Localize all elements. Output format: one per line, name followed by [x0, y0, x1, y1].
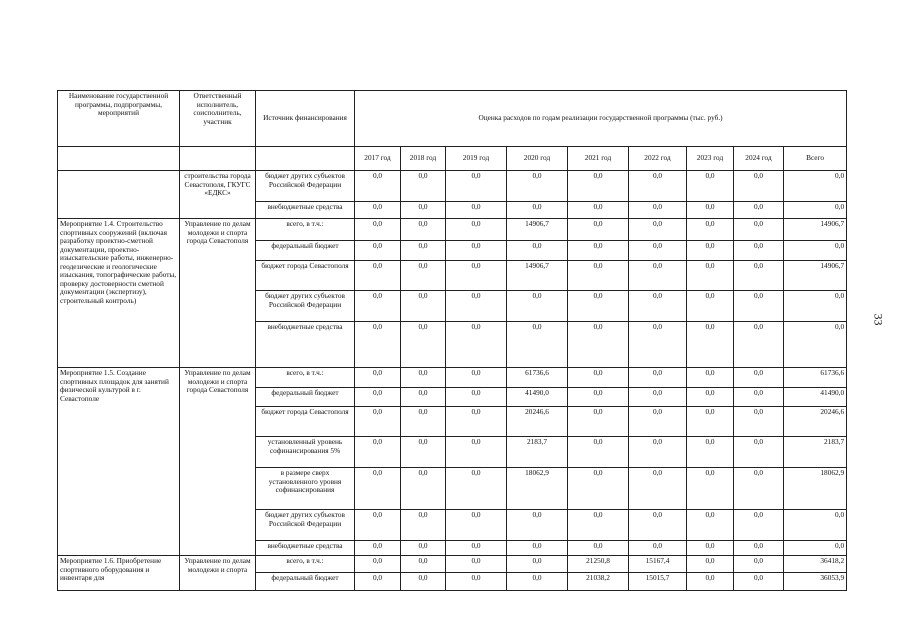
activity-name: Мероприятие 1.4. Строительство спортивных сооружений (включая разработку проектно-сметной документации, проектно-изыскательские работы, инженерно-геодезические и геологические изыскания, топографические работы, проверку достоверности сметной документации (экспертизу), строительный контроль) [58, 219, 180, 368]
funding-source: установленный уровень софинансирования 5% [256, 437, 355, 468]
year-value: 0,0 [629, 437, 687, 468]
header-name: Наименование государственной программы, подпрограммы, мероприятий [58, 91, 180, 147]
year-total: Всего [784, 147, 847, 171]
total-value: 36053,9 [784, 573, 847, 591]
responsible-executor: строительства города Севастополя, ГКУГС «ЕДКС» [180, 171, 256, 219]
funding-source: бюджет города Севастополя [256, 261, 355, 291]
year-value: 14906,7 [507, 261, 568, 291]
table-row [58, 368, 847, 388]
year-value: 0,0 [355, 541, 401, 556]
year-value: 0,0 [507, 202, 568, 219]
year-value: 0,0 [401, 291, 446, 322]
year-value: 0,0 [629, 261, 687, 291]
table-row [58, 556, 847, 573]
year-value: 0,0 [507, 556, 568, 573]
year-value: 0,0 [568, 541, 629, 556]
year-value: 0,0 [446, 573, 507, 591]
funding-source: всего, в т.ч.: [256, 556, 355, 573]
year-value: 0,0 [687, 291, 734, 322]
total-value: 61736,6 [784, 368, 847, 388]
year-value: 0,0 [401, 202, 446, 219]
activity-name: Мероприятие 1.5. Создание спортивных площадок для занятий физической культурой в г. Севастополе [58, 368, 180, 556]
total-value: 36418,2 [784, 556, 847, 573]
responsible-executor: Управление по делам молодежи и спорта [180, 556, 256, 591]
year-value: 0,0 [687, 437, 734, 468]
year-value: 0,0 [355, 407, 401, 437]
year-value: 0,0 [568, 261, 629, 291]
year-value: 0,0 [629, 241, 687, 261]
year-value: 0,0 [629, 407, 687, 437]
year-2022: 2022 год [629, 147, 687, 171]
total-value: 0,0 [784, 241, 847, 261]
year-value: 0,0 [734, 388, 784, 407]
year-value: 0,0 [355, 202, 401, 219]
funding-source: всего, в т.ч.: [256, 368, 355, 388]
year-2021: 2021 год [568, 147, 629, 171]
year-value: 0,0 [687, 322, 734, 368]
year-value: 0,0 [734, 368, 784, 388]
year-value: 21038,2 [568, 573, 629, 591]
year-value: 0,0 [401, 219, 446, 241]
year-value: 0,0 [507, 291, 568, 322]
year-value: 0,0 [734, 291, 784, 322]
funding-source: в размере сверх установленного уровня софинансирования [256, 468, 355, 510]
year-value: 0,0 [629, 541, 687, 556]
funding-source: внебюджетные средства [256, 322, 355, 368]
year-value: 0,0 [629, 171, 687, 202]
year-value: 0,0 [507, 510, 568, 541]
page-number: 33 [871, 313, 886, 326]
year-2019: 2019 год [446, 147, 507, 171]
year-value: 0,0 [446, 261, 507, 291]
year-value: 0,0 [629, 219, 687, 241]
total-value: 20246,6 [784, 407, 847, 437]
year-value: 0,0 [734, 261, 784, 291]
header-blank-source [256, 147, 355, 171]
year-value: 0,0 [355, 241, 401, 261]
year-2017: 2017 год [355, 147, 401, 171]
year-value: 0,0 [734, 322, 784, 368]
year-value: 41490,0 [507, 388, 568, 407]
year-2023: 2023 год [687, 147, 734, 171]
year-value: 0,0 [401, 573, 446, 591]
year-value: 0,0 [355, 556, 401, 573]
year-value: 0,0 [507, 541, 568, 556]
year-value: 0,0 [446, 202, 507, 219]
year-value: 0,0 [401, 407, 446, 437]
funding-source: бюджет других субъектов Российской Федерации [256, 291, 355, 322]
year-value: 0,0 [734, 437, 784, 468]
year-value: 0,0 [687, 556, 734, 573]
year-value: 0,0 [401, 468, 446, 510]
year-value: 0,0 [687, 510, 734, 541]
year-value: 0,0 [355, 322, 401, 368]
year-value: 0,0 [734, 573, 784, 591]
total-value: 14906,7 [784, 219, 847, 241]
year-value: 0,0 [687, 573, 734, 591]
year-value: 0,0 [734, 407, 784, 437]
year-2020: 2020 год [507, 147, 568, 171]
total-value: 0,0 [784, 202, 847, 219]
year-value: 0,0 [507, 573, 568, 591]
responsible-executor: Управление по делам молодежи и спорта города Севастополя [180, 368, 256, 556]
year-value: 0,0 [629, 468, 687, 510]
year-value: 0,0 [734, 202, 784, 219]
year-value: 0,0 [687, 468, 734, 510]
year-value: 0,0 [687, 368, 734, 388]
year-value: 21250,8 [568, 556, 629, 573]
year-value: 0,0 [568, 468, 629, 510]
year-value: 0,0 [568, 322, 629, 368]
year-value: 0,0 [568, 437, 629, 468]
year-value: 0,0 [446, 468, 507, 510]
total-value: 2183,7 [784, 437, 847, 468]
header-blank-resp [180, 147, 256, 171]
year-value: 0,0 [734, 541, 784, 556]
year-value: 0,0 [355, 368, 401, 388]
year-value: 0,0 [687, 219, 734, 241]
funding-source: бюджет города Севастополя [256, 407, 355, 437]
year-value: 0,0 [687, 407, 734, 437]
year-value: 0,0 [446, 437, 507, 468]
year-value: 0,0 [568, 202, 629, 219]
year-value: 0,0 [687, 171, 734, 202]
activity-name: Мероприятие 1.6. Приобретение спортивного оборудования и инвентаря для [58, 556, 180, 591]
total-value: 14906,7 [784, 261, 847, 291]
year-value: 0,0 [687, 202, 734, 219]
year-value: 0,0 [446, 241, 507, 261]
total-value: 41490,0 [784, 388, 847, 407]
year-value: 0,0 [401, 171, 446, 202]
year-value: 0,0 [355, 171, 401, 202]
year-value: 0,0 [401, 541, 446, 556]
funding-source: всего, в т.ч.: [256, 219, 355, 241]
year-value: 0,0 [446, 556, 507, 573]
year-value: 0,0 [568, 388, 629, 407]
year-value: 0,0 [734, 171, 784, 202]
year-value: 0,0 [734, 556, 784, 573]
year-value: 0,0 [446, 368, 507, 388]
header-estimate: Оценка расходов по годам реализации государственной программы (тыс. руб.) [355, 91, 847, 147]
year-value: 0,0 [568, 510, 629, 541]
year-value: 2183,7 [507, 437, 568, 468]
total-value: 0,0 [784, 510, 847, 541]
year-value: 14906,7 [507, 219, 568, 241]
year-value: 20246,6 [507, 407, 568, 437]
year-value: 0,0 [401, 261, 446, 291]
total-value: 0,0 [784, 291, 847, 322]
year-value: 0,0 [401, 241, 446, 261]
year-value: 0,0 [446, 291, 507, 322]
activity-name [58, 171, 180, 219]
funding-source: федеральный бюджет [256, 241, 355, 261]
funding-source: внебюджетные средства [256, 541, 355, 556]
total-value: 0,0 [784, 322, 847, 368]
year-value: 0,0 [355, 219, 401, 241]
year-value: 0,0 [629, 322, 687, 368]
budget-table [57, 90, 847, 591]
year-value: 0,0 [734, 510, 784, 541]
funding-source: внебюджетные средства [256, 202, 355, 219]
year-value: 0,0 [568, 219, 629, 241]
year-value: 0,0 [355, 510, 401, 541]
year-value: 0,0 [446, 510, 507, 541]
year-value: 0,0 [734, 241, 784, 261]
year-value: 0,0 [734, 219, 784, 241]
year-value: 0,0 [446, 171, 507, 202]
year-value: 0,0 [446, 541, 507, 556]
year-value: 0,0 [507, 322, 568, 368]
year-value: 0,0 [355, 437, 401, 468]
year-value: 0,0 [507, 241, 568, 261]
year-value: 0,0 [568, 368, 629, 388]
year-value: 18062,9 [507, 468, 568, 510]
year-value: 0,0 [687, 388, 734, 407]
table-body [58, 171, 847, 591]
total-value: 18062,9 [784, 468, 847, 510]
header-responsible: Ответственный исполнитель, соисполнитель, участник [180, 91, 256, 147]
funding-source: бюджет других субъектов Российской Федерации [256, 171, 355, 202]
year-value: 0,0 [568, 291, 629, 322]
year-value: 0,0 [687, 541, 734, 556]
year-value: 0,0 [401, 388, 446, 407]
year-2024: 2024 год [734, 147, 784, 171]
year-value: 0,0 [446, 322, 507, 368]
year-value: 61736,6 [507, 368, 568, 388]
year-value: 0,0 [401, 556, 446, 573]
year-value: 0,0 [629, 202, 687, 219]
year-value: 0,0 [568, 171, 629, 202]
year-value: 0,0 [355, 291, 401, 322]
year-value: 15015,7 [629, 573, 687, 591]
year-value: 0,0 [401, 437, 446, 468]
year-value: 0,0 [629, 291, 687, 322]
year-value: 0,0 [687, 241, 734, 261]
year-value: 0,0 [507, 171, 568, 202]
year-value: 0,0 [629, 388, 687, 407]
year-2018: 2018 год [401, 147, 446, 171]
year-value: 0,0 [568, 241, 629, 261]
year-value: 0,0 [687, 261, 734, 291]
total-value: 0,0 [784, 541, 847, 556]
year-value: 0,0 [446, 388, 507, 407]
responsible-executor: Управление по делам молодежи и спорта города Севастополя [180, 219, 256, 368]
year-value: 0,0 [355, 388, 401, 407]
table-row [58, 171, 847, 202]
header-blank-name [58, 147, 180, 171]
year-value: 0,0 [401, 322, 446, 368]
funding-source: федеральный бюджет [256, 388, 355, 407]
year-value: 0,0 [446, 407, 507, 437]
funding-source: федеральный бюджет [256, 573, 355, 591]
year-value: 0,0 [629, 368, 687, 388]
year-value: 0,0 [401, 368, 446, 388]
year-value: 0,0 [355, 468, 401, 510]
year-value: 0,0 [629, 510, 687, 541]
year-value: 0,0 [568, 407, 629, 437]
year-value: 0,0 [355, 261, 401, 291]
year-value: 0,0 [401, 510, 446, 541]
year-value: 0,0 [446, 219, 507, 241]
year-value: 0,0 [355, 573, 401, 591]
table-row [58, 219, 847, 241]
year-value: 15167,4 [629, 556, 687, 573]
header-source: Источник финансирования [256, 91, 355, 147]
funding-source: бюджет других субъектов Российской Федерации [256, 510, 355, 541]
year-value: 0,0 [734, 468, 784, 510]
total-value: 0,0 [784, 171, 847, 202]
